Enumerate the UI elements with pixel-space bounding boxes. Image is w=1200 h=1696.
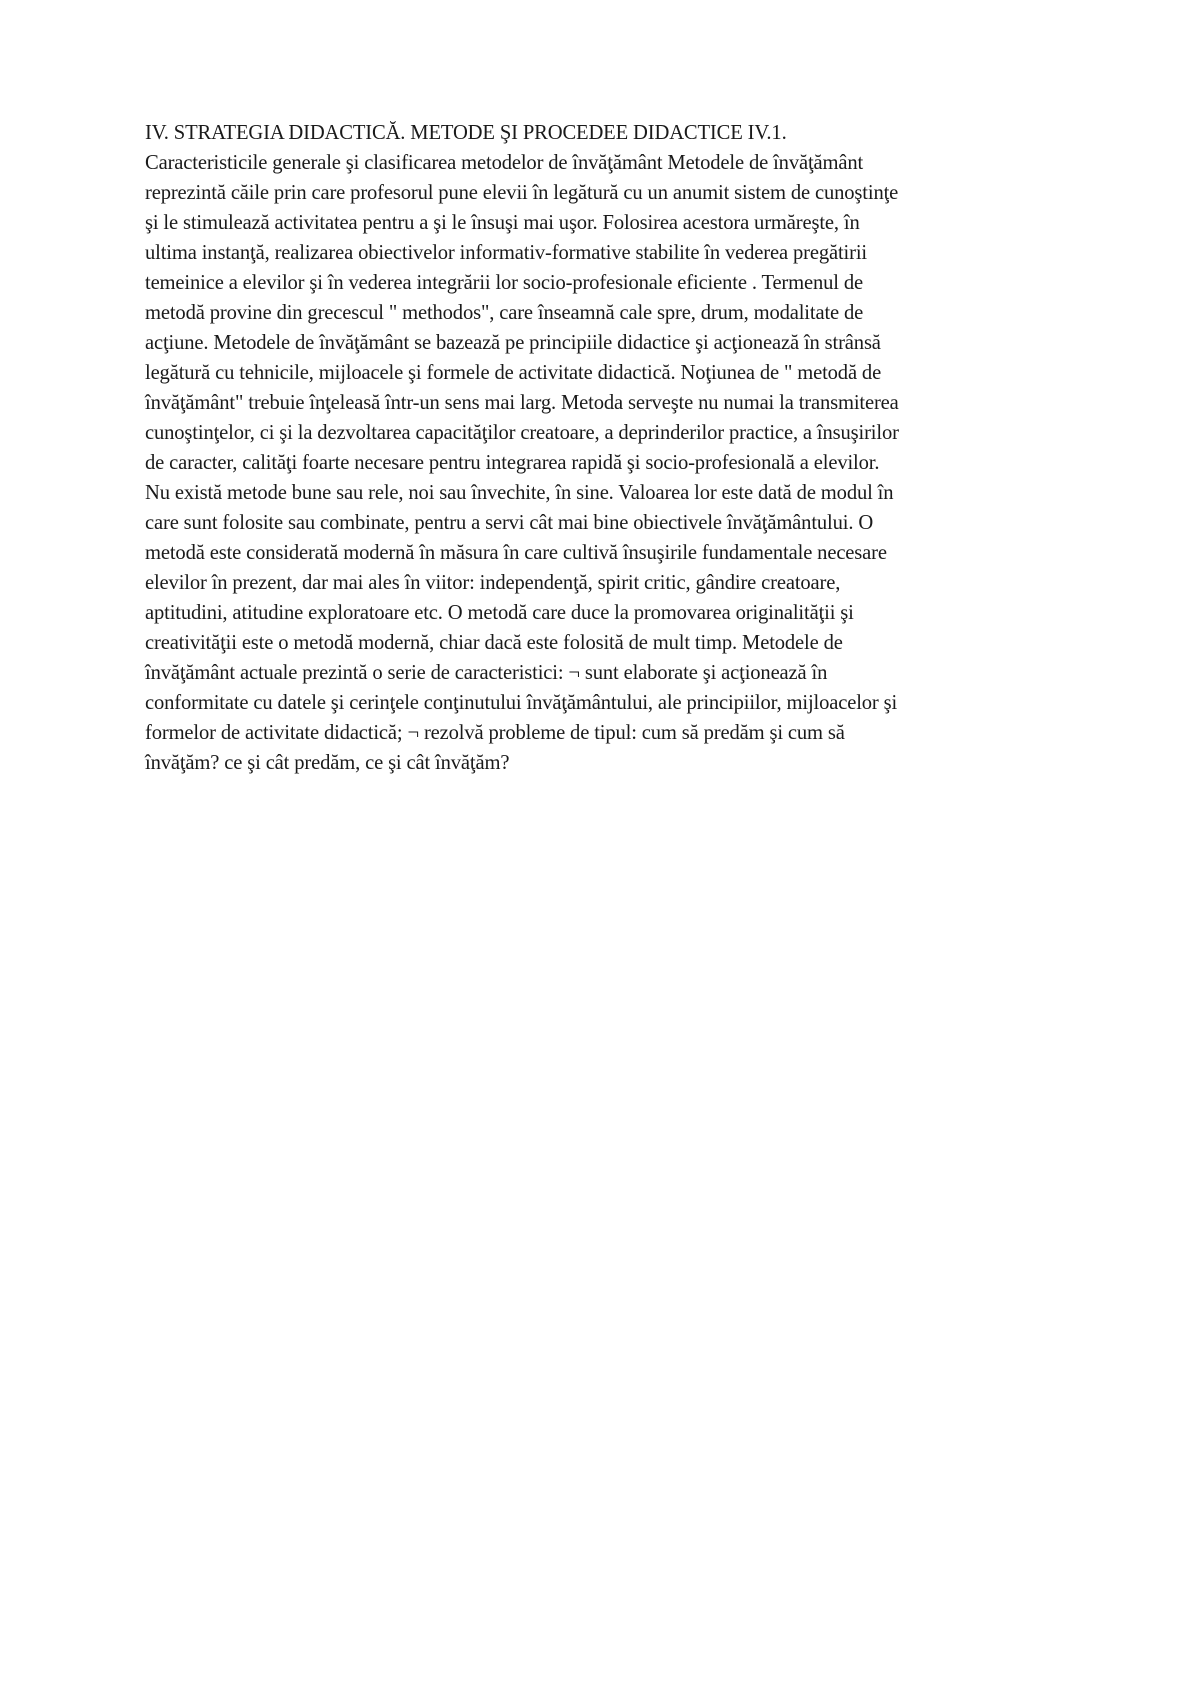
text-line: aptitudini, atitudine exploratoare etc. O metodă care duce la promovarea originalităţii şi xyxy=(145,602,854,624)
text-line: formelor de activitate didactică; ¬ rezolvă probleme de tipul: cum să predăm şi cum să xyxy=(145,722,845,744)
text-line: cunoştinţelor, ci şi la dezvoltarea capacităţilor creatoare, a deprinderilor practice, a însuşirilor xyxy=(145,422,899,444)
text-line: Nu există metode bune sau rele, noi sau învechite, în sine. Valoarea lor este dată de modul în xyxy=(145,482,894,504)
text-line: Caracteristicile generale şi clasificarea metodelor de învăţământ Metodele de învăţământ xyxy=(145,152,864,174)
text-line: metodă provine din grecescul " methodos", care înseamnă cale spre, drum, modalitate de xyxy=(145,302,864,324)
text-line: învăţăm? ce şi cât predăm, ce şi cât învăţăm? xyxy=(145,752,510,774)
text-line: învăţământ" trebuie înţeleasă într-un sens mai larg. Metoda serveşte nu numai la transmiterea xyxy=(145,392,899,414)
text-line: IV. STRATEGIA DIDACTICĂ. METODE ŞI PROCEDEE DIDACTICE IV.1. xyxy=(145,122,787,144)
text-line: care sunt folosite sau combinate, pentru a servi cât mai bine obiectivele învăţământului. O xyxy=(145,512,874,534)
body-text xyxy=(145,118,1065,778)
text-line: metodă este considerată modernă în măsura în care cultivă însuşirile fundamentale necesare xyxy=(145,542,887,564)
text-line: învăţământ actuale prezintă o serie de caracteristici: ¬ sunt elaborate şi acţionează în xyxy=(145,662,828,684)
text-line: conformitate cu datele şi cerinţele conţinutului învăţământului, ale principiilor, mijloacelor şi xyxy=(145,692,898,714)
text-line: legătură cu tehnicile, mijloacele şi formele de activitate didactică. Noţiunea de " metodă de xyxy=(145,362,882,384)
text-line: temeinice a elevilor şi în vederea integrării lor socio-profesionale eficiente . Termenul de xyxy=(145,272,864,294)
text-line: de caracter, calităţi foarte necesare pentru integrarea rapidă şi socio-profesională a elevilor. xyxy=(145,452,880,474)
text-line: elevilor în prezent, dar mai ales în viitor: independenţă, spirit critic, gândire creatoare, xyxy=(145,572,841,594)
text-line: acţiune. Metodele de învăţământ se bazează pe principiile didactice şi acţionează în strânsă xyxy=(145,332,881,354)
text-line: creativităţii este o metodă modernă, chiar dacă este folosită de mult timp. Metodele de xyxy=(145,632,843,654)
text-line: ultima instanţă, realizarea obiectivelor informativ-formative stabilite în vederea pregătirii xyxy=(145,242,867,264)
text-line: şi le stimulează activitatea pentru a şi le însuşi mai uşor. Folosirea acestora urmăreşte, în xyxy=(145,212,860,234)
text-line: reprezintă căile prin care profesorul pune elevii în legătură cu un anumit sistem de cunoştinţe xyxy=(145,182,899,204)
